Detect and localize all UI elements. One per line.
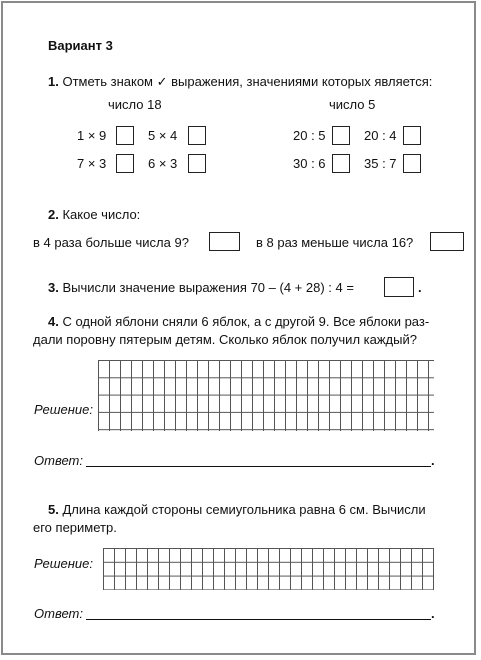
answer-label: Ответ: <box>34 453 83 468</box>
task4-number: 4. <box>48 314 59 329</box>
expression-item: 6 × 3 <box>148 156 178 171</box>
answer-checkbox[interactable] <box>403 154 421 173</box>
answer-line[interactable] <box>86 619 431 620</box>
task2-question-1: в 4 раза больше числа 9? <box>33 235 189 250</box>
task4-text-line2: дали поровну пятерым детям. Сколько яблок получил каждый? <box>33 332 417 347</box>
task3-period: . <box>418 280 422 295</box>
answer-box[interactable] <box>384 277 414 297</box>
expression-item: 35 : 7 <box>364 156 397 171</box>
task5-text-line1: Длина каждой стороны семиугольника равна 6 см. Вычисли <box>62 502 426 517</box>
answer-checkbox[interactable] <box>403 126 421 145</box>
answer-line[interactable] <box>86 466 431 467</box>
task3-number: 3. <box>48 280 59 295</box>
solution-label: Решение: <box>34 402 94 417</box>
task5-text-line2: его периметр. <box>33 520 117 535</box>
expression-item: 5 × 4 <box>148 128 178 143</box>
column-header-5: число 5 <box>329 97 376 112</box>
answer-checkbox[interactable] <box>116 154 134 173</box>
expression-item: 20 : 4 <box>364 128 397 143</box>
task1-text-after: выражения, значениями которых является: <box>171 74 433 89</box>
task1-number: 1. <box>48 74 59 89</box>
variant-title: Вариант 3 <box>48 38 113 53</box>
expression-item: 7 × 3 <box>77 156 107 171</box>
expression-item: 20 : 5 <box>293 128 326 143</box>
task2-text: Какое число: <box>62 207 141 222</box>
answer-checkbox[interactable] <box>332 154 350 173</box>
answer-checkbox[interactable] <box>332 126 350 145</box>
task3-text: Вычисли значение выражения 70 – (4 + 28) : 4 = <box>62 280 354 295</box>
solution-label: Решение: <box>34 556 94 571</box>
task2-number: 2. <box>48 207 59 222</box>
expression-item: 1 × 9 <box>77 128 107 143</box>
task5-prompt-line1 <box>48 502 426 518</box>
solution-grid[interactable] <box>103 548 434 590</box>
column-header-18: число 18 <box>108 97 162 112</box>
task3-prompt <box>48 280 354 296</box>
task4-prompt-line1 <box>48 314 429 330</box>
answer-label: Ответ: <box>34 606 83 621</box>
checkmark-icon: ✓ <box>156 74 168 89</box>
expression-item: 30 : 6 <box>293 156 326 171</box>
task2-question-2: в 8 раз меньше числа 16? <box>256 235 414 250</box>
task5-number: 5. <box>48 502 59 517</box>
answer-checkbox[interactable] <box>188 126 206 145</box>
answer-period: . <box>431 453 435 468</box>
answer-box[interactable] <box>209 232 240 251</box>
answer-checkbox[interactable] <box>188 154 206 173</box>
task4-text-line1: С одной яблони сняли 6 яблок, а с другой 9. Все яблоки раз- <box>62 314 430 329</box>
task2-prompt <box>48 207 140 223</box>
solution-grid[interactable] <box>98 360 434 431</box>
answer-box[interactable] <box>430 232 464 251</box>
answer-checkbox[interactable] <box>116 126 134 145</box>
answer-period: . <box>431 606 435 621</box>
task1-prompt <box>48 74 432 90</box>
task1-text-before: Отметь знаком <box>62 74 153 89</box>
